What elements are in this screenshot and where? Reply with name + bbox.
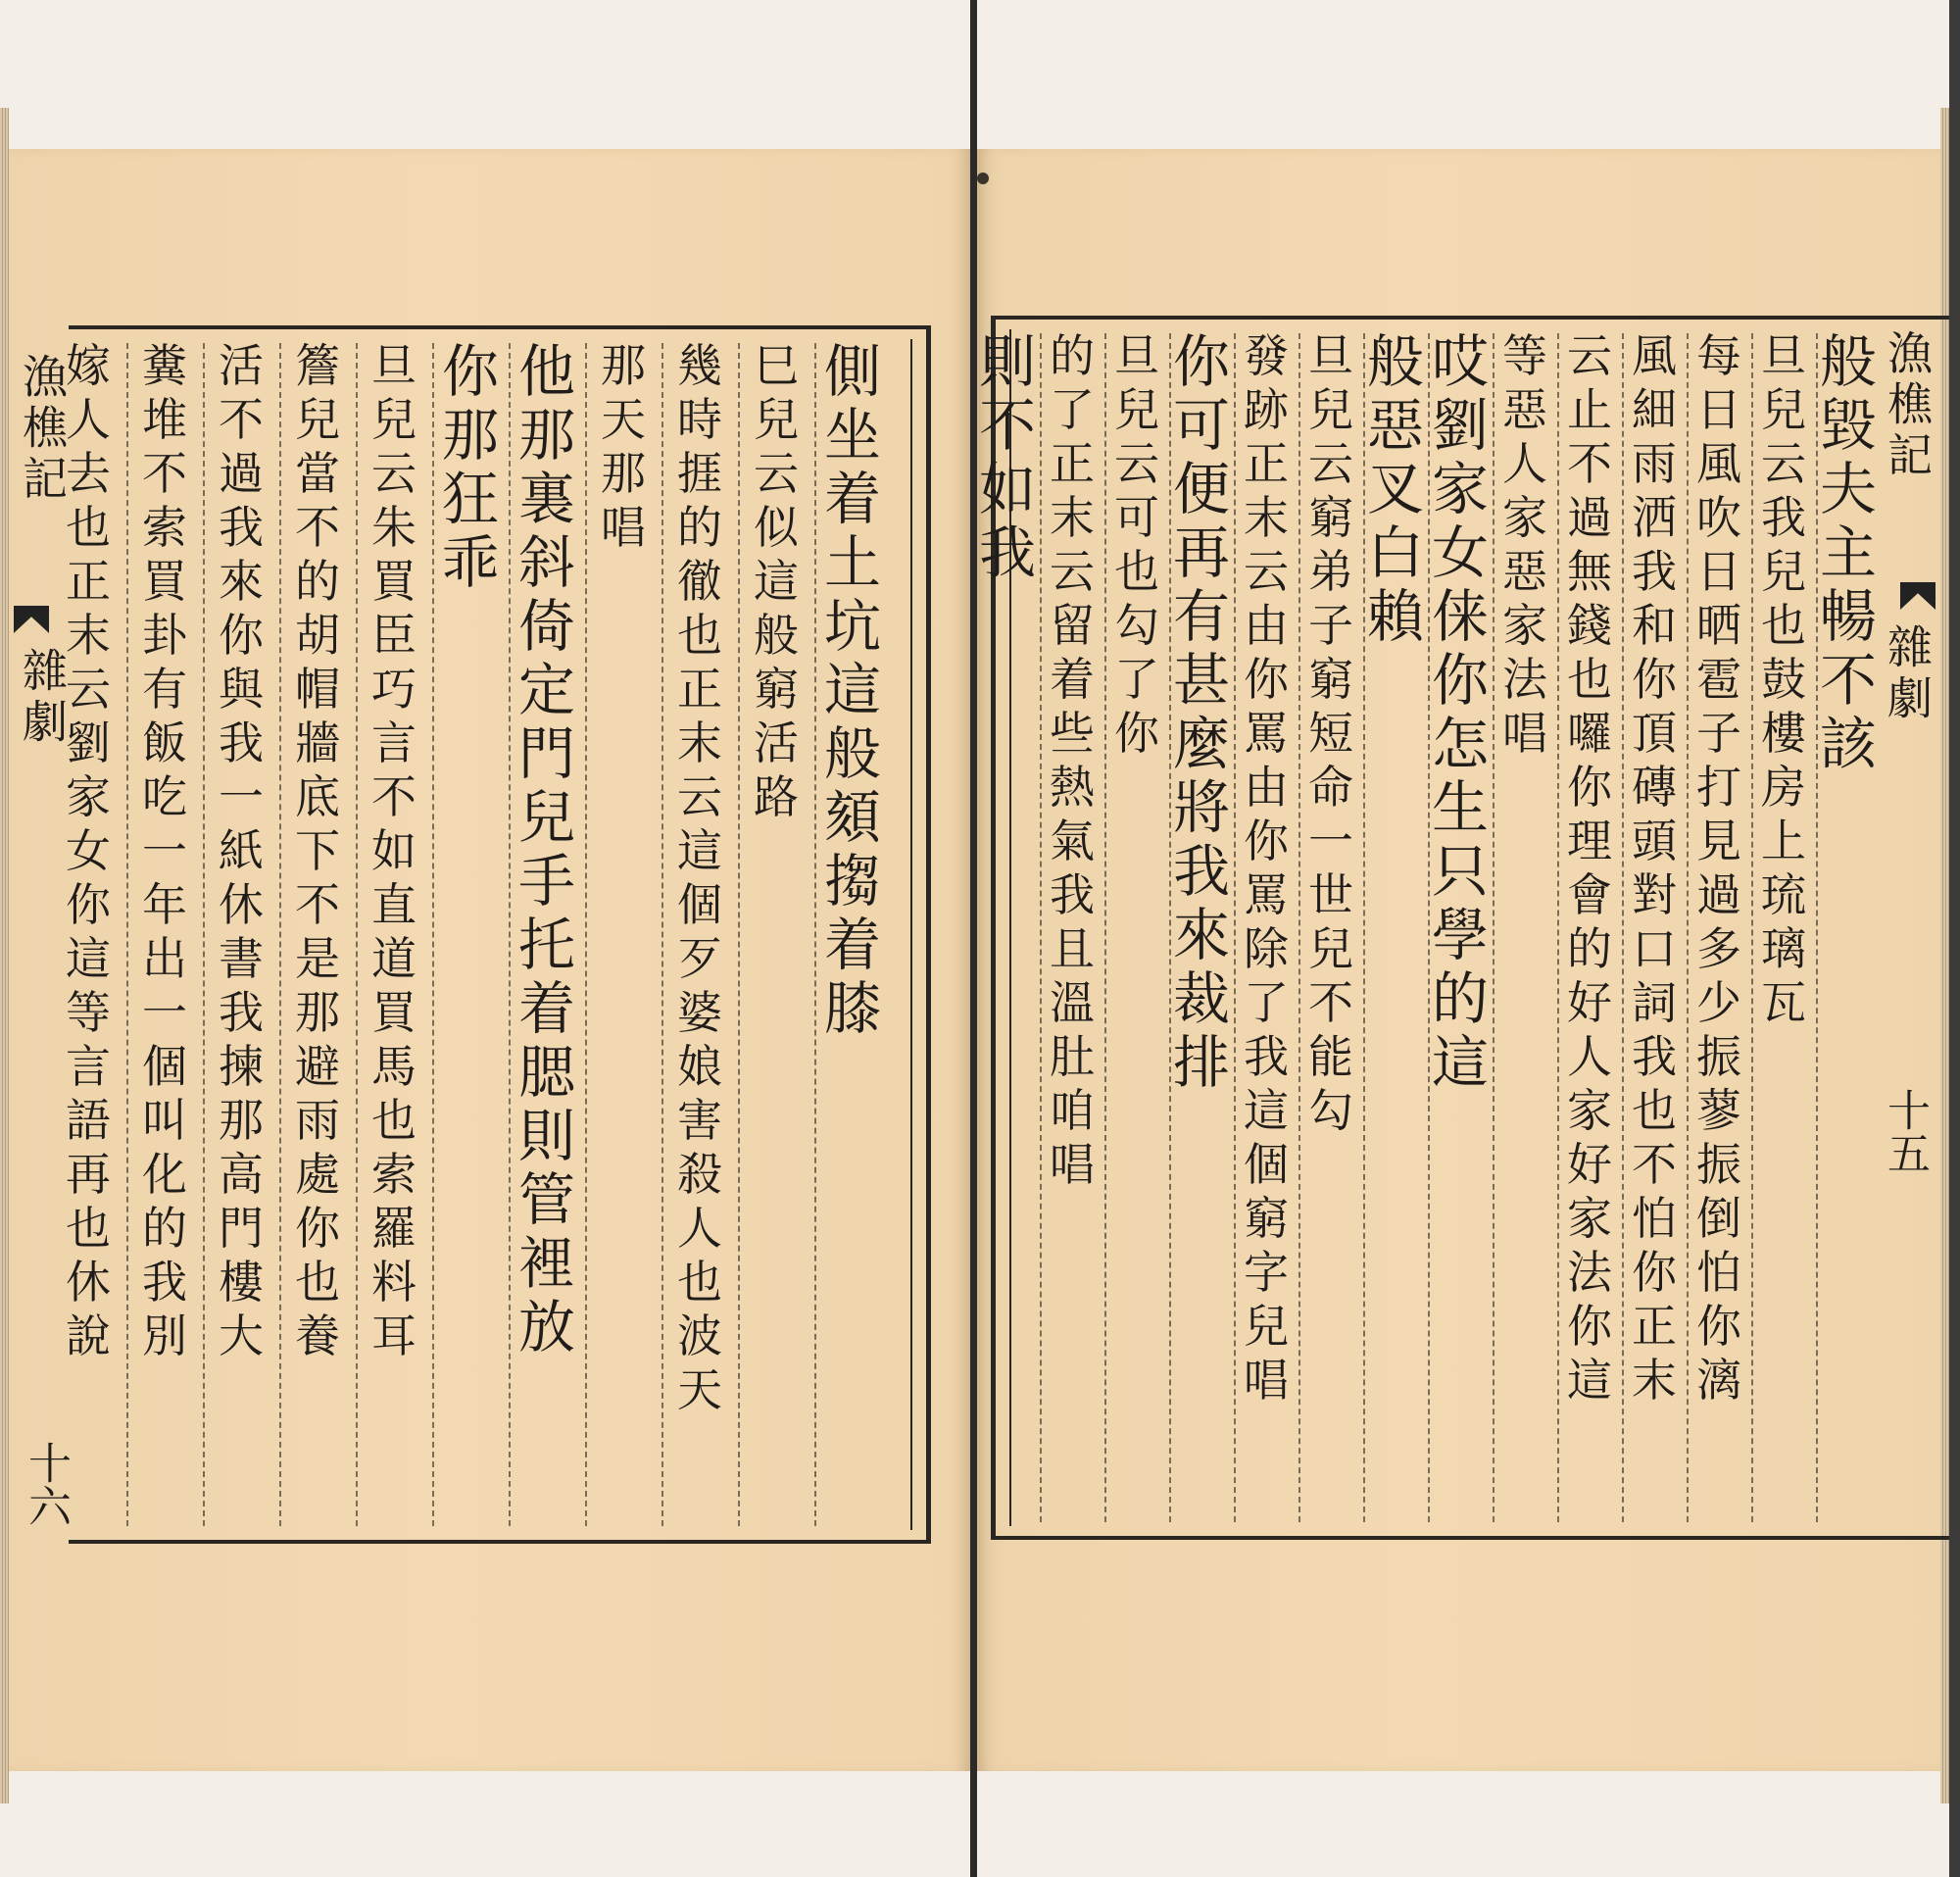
- column-rule: [1104, 333, 1106, 1522]
- text-column: 的 了 正 末 云 留 着 些 熱 氣 我 且 溫 肚 咱 唱: [1050, 329, 1095, 1191]
- text-column: 你 可 便 再 有 甚 麼 將 我 來 裁 排: [1172, 328, 1230, 1096]
- page-edge-stack: [0, 108, 9, 1803]
- column-rule: [1428, 333, 1430, 1522]
- column-rule: [585, 343, 587, 1526]
- text-column: 風 細 雨 洒 我 和 你 頂 磚 頭 對 口 詞 我 也 不 怕 你 正 末: [1632, 329, 1677, 1407]
- text-column: 旦 兒 云 朱 買 臣 巧 言 不 如 直 道 買 馬 也 索 羅 料 耳: [371, 339, 416, 1362]
- text-column: 旦 兒 云 窮 弟 子 窮 短 命 一 世 兒 不 能 勾: [1308, 329, 1353, 1137]
- text-column: 巳 兒 云 似 這 般 窮 活 路: [754, 339, 799, 823]
- text-column: 旦 兒 云 我 兒 也 鼓 樓 房 上 琉 璃 瓦: [1761, 329, 1806, 1029]
- text-column: 般 惡 叉 白 賴: [1366, 328, 1424, 650]
- left-folio-number: 十六: [21, 1441, 71, 1527]
- column-rule: [1751, 333, 1753, 1522]
- text-column: 幾 時 捱 的 徹 也 正 末 云 這 個 歹 婆 娘 害 殺 人 也 波 天: [677, 339, 722, 1416]
- column-rule: [1557, 333, 1559, 1522]
- column-rule: [1622, 333, 1624, 1522]
- column-rule: [432, 343, 434, 1526]
- text-column: 糞 堆 不 索 買 卦 有 飯 吃 一 年 出 一 個 叫 化 的 我 別: [142, 339, 187, 1362]
- column-rule: [662, 343, 663, 1526]
- column-rule: [738, 343, 740, 1526]
- book-gutter: [970, 0, 977, 1877]
- bottom-margin-strip: [977, 1771, 1949, 1877]
- right-text-frame: [978, 316, 1949, 1540]
- column-rule: [1687, 333, 1689, 1522]
- left-margin-section: 雜劇: [16, 647, 69, 749]
- ink-mark: [977, 173, 989, 184]
- text-column: 那 天 那 唱: [601, 339, 646, 554]
- left-margin-title: 漁樵記: [16, 353, 69, 506]
- right-page: [977, 0, 1949, 1877]
- right-margin-title: 漁樵記: [1881, 329, 1934, 482]
- column-rule: [203, 343, 205, 1526]
- text-column: 簷 兒 當 不 的 胡 帽 牆 底 下 不 是 那 避 雨 處 你 也 養: [295, 339, 340, 1362]
- top-margin-strip: [977, 0, 1949, 149]
- column-rule: [1169, 333, 1171, 1522]
- text-column: 般 毀 夫 主 暢 不 該: [1819, 328, 1877, 777]
- column-rule: [1298, 333, 1300, 1522]
- column-rule: [356, 343, 358, 1526]
- column-rule: [126, 343, 128, 1526]
- top-margin-strip: [0, 0, 970, 149]
- column-rule: [509, 343, 511, 1526]
- text-column: 活 不 過 我 來 你 與 我 一 紙 休 書 我 揀 那 高 門 樓 大: [219, 339, 264, 1362]
- text-column: 他 那 裏 斜 倚 定 門 兒 手 托 着 腮 則 管 裡 放: [517, 338, 575, 1360]
- left-page: [0, 0, 970, 1877]
- text-column: 你 那 狂 乖: [441, 338, 499, 596]
- right-folio-number: 十五: [1880, 1088, 1930, 1174]
- text-column: 旦 兒 云 可 也 勾 了 你: [1114, 329, 1159, 760]
- column-rule: [814, 343, 816, 1526]
- text-column: 則 不 如 我: [978, 328, 1036, 586]
- column-rule: [1493, 333, 1494, 1522]
- text-column: 等 惡 人 家 惡 家 法 唱: [1502, 329, 1547, 760]
- column-rule: [1234, 333, 1236, 1522]
- text-column: 哎 劉 家 女 俫 你 怎 生 只 學 的 這: [1431, 328, 1489, 1096]
- text-column: 云 止 不 過 無 錢 也 囉 你 理 會 的 好 人 家 好 家 法 你 這: [1567, 329, 1612, 1407]
- column-rule: [279, 343, 281, 1526]
- text-column: 每 日 風 吹 日 晒 雹 子 打 見 過 多 少 振 蓼 振 倒 怕 你 漓: [1696, 329, 1741, 1407]
- column-rule: [1040, 333, 1042, 1522]
- bottom-margin-strip: [0, 1771, 970, 1877]
- column-rule: [1816, 333, 1818, 1522]
- left-text-frame: [66, 325, 931, 1544]
- right-margin-section: 雜劇: [1881, 623, 1934, 725]
- text-column: 嫁 人 去 也 正 末 云 劉 家 女 你 這 等 言 語 再 也 休 說: [66, 339, 111, 1362]
- text-column: 側 坐 着 土 坑 這 般 頦 搊 着 膝: [823, 338, 881, 1042]
- column-rule: [1363, 333, 1365, 1522]
- text-column: 發 跡 正 末 云 由 你 罵 由 你 罵 除 了 我 這 個 窮 字 兒 唱: [1244, 329, 1289, 1407]
